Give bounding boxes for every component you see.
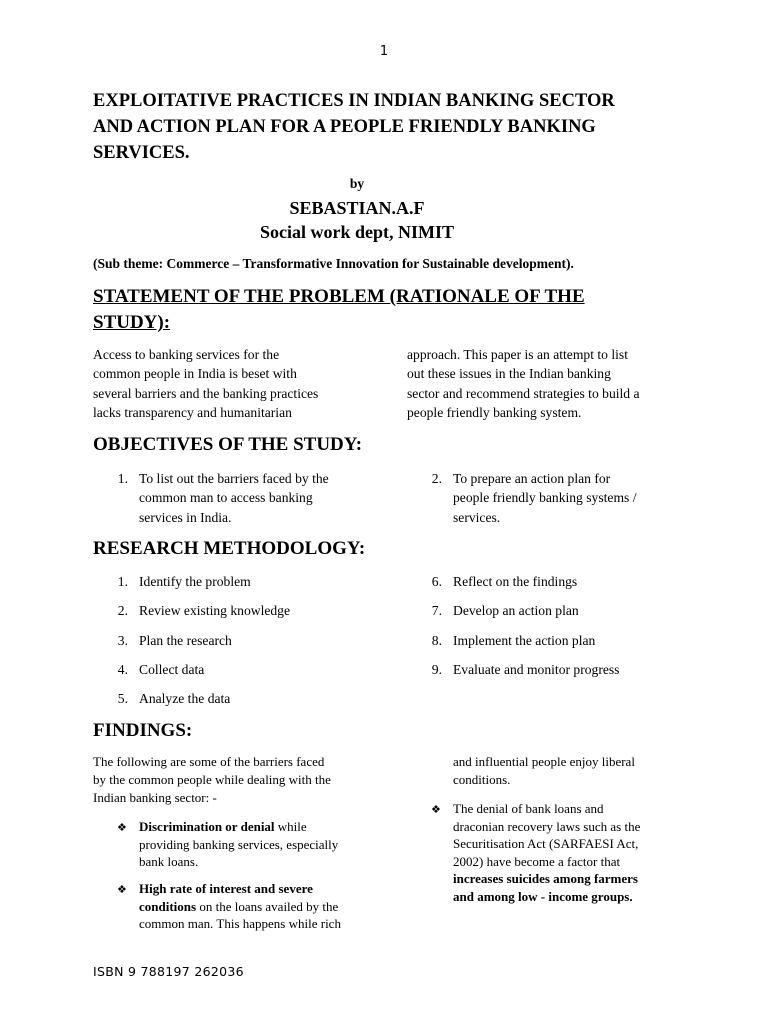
author-affiliation: Social work dept, NIMIT [259, 222, 454, 242]
text-line: several barriers and the banking practices [93, 385, 319, 401]
text-line: Indian banking sector: - [93, 790, 217, 805]
bold-phrase: High rate of interest and severe [139, 881, 313, 896]
text-line: people friendly banking systems / [453, 490, 637, 506]
finding-bullet [431, 800, 701, 910]
author-name: SEBASTIAN.A.F [289, 198, 425, 218]
text-line: To prepare an action plan for [453, 471, 611, 486]
text-fragment: while [274, 819, 307, 834]
step-text: Analyze the data [139, 691, 231, 706]
text-line: lacks transparency and humanitarian [93, 405, 292, 421]
text-line: and influential people enjoy liberal [453, 754, 635, 769]
title-line: AND ACTION PLAN FOR A PEOPLE FRIENDLY BANKING [93, 117, 596, 137]
text-line: providing banking services, especially [139, 836, 339, 852]
text-line: people friendly banking system. [407, 405, 582, 421]
step-text: Implement the action plan [453, 633, 596, 648]
item-text [139, 469, 389, 527]
step-number: 8. [431, 633, 442, 648]
title-line: SERVICES. [93, 143, 190, 163]
bullet-text [139, 880, 379, 933]
step-text: Identify the problem [139, 574, 251, 589]
step-text: Plan the research [139, 633, 232, 648]
text-line [139, 818, 379, 836]
text-line: services. [453, 509, 501, 525]
text-line: services in India. [139, 509, 232, 525]
by-label: by [349, 176, 365, 191]
diamond-bullet-icon: ❖ [117, 883, 127, 896]
step-number: 1. [117, 574, 128, 589]
methodology-heading: RESEARCH METHODOLOGY: [93, 538, 366, 559]
problem-text-left [93, 345, 383, 423]
text-line: Access to banking services for the [93, 347, 280, 362]
method-step [100, 689, 390, 709]
title-line: EXPLOITATIVE PRACTICES IN INDIAN BANKING SECTOR [93, 91, 615, 111]
page-number: 1 [379, 44, 389, 59]
item-number: 1. [117, 471, 128, 486]
text-line: The denial of bank loans and [453, 801, 604, 816]
heading-line: STUDY): [93, 312, 171, 333]
finding-bullet [117, 880, 377, 936]
item-text [453, 469, 703, 527]
text-line [139, 898, 379, 916]
step-number: 5. [117, 691, 128, 706]
method-step [414, 601, 704, 621]
finding-bullet [117, 818, 377, 874]
text-line: approach. This paper is an attempt to list [407, 347, 628, 362]
text-line: To list out the barriers faced by the [139, 471, 329, 486]
text-line: draconian recovery laws such as the [453, 818, 641, 834]
text-line: increases suicides among farmers [453, 871, 638, 886]
finding-continuation [453, 753, 713, 789]
bullet-text [453, 800, 701, 905]
paper-title [93, 88, 693, 166]
method-step [100, 601, 390, 621]
text-line: and among low - income groups. [453, 888, 633, 904]
method-step [100, 572, 390, 592]
diamond-bullet-icon: ❖ [117, 821, 127, 834]
heading-line: STATEMENT OF THE PROBLEM (RATIONALE OF THE [93, 286, 585, 307]
text-line: Securitisation Act (SARFAESI Act, [453, 836, 639, 851]
method-step [100, 631, 390, 651]
method-step [414, 660, 704, 680]
step-number: 6. [431, 574, 442, 589]
text-line: by the common people while dealing with the [93, 772, 331, 787]
step-text: Review existing knowledge [139, 603, 291, 618]
method-step [414, 631, 704, 651]
text-line: out these issues in the Indian banking [407, 366, 611, 382]
bold-phrase: Discrimination or denial [139, 819, 275, 834]
text-line: bank loans. [139, 854, 199, 869]
method-step [100, 660, 390, 680]
step-number: 7. [431, 603, 442, 618]
text-line: common people in India is beset with [93, 366, 297, 382]
diamond-bullet-icon: ❖ [431, 803, 441, 816]
sub-theme: (Sub theme: Commerce – Transformative Innovation for Sustainable development). [93, 256, 574, 271]
text-line: common man to access banking [139, 490, 313, 506]
findings-heading: FINDINGS: [93, 720, 193, 741]
step-text: Evaluate and monitor progress [453, 662, 620, 677]
author-block [0, 196, 714, 244]
text-line: sector and recommend strategies to build a [407, 385, 640, 401]
step-number: 2. [117, 603, 128, 618]
problem-heading [93, 284, 673, 336]
findings-intro [93, 753, 383, 807]
step-text: Develop an action plan [453, 603, 579, 618]
objectives-heading: OBJECTIVES OF THE STUDY: [93, 434, 363, 455]
method-step [414, 572, 704, 592]
step-number: 3. [117, 633, 128, 648]
isbn-footer: ISBN 9 788197 262036 [93, 964, 244, 979]
text-fragment: on the loans availed by the [196, 898, 339, 914]
problem-text-right [407, 345, 697, 423]
text-line [139, 880, 379, 898]
text-line: 2002) have become a factor that [453, 853, 621, 869]
objective-item [414, 469, 704, 529]
objective-item [100, 469, 390, 529]
text-line: conditions. [453, 772, 511, 787]
step-text: Collect data [139, 662, 205, 677]
text-line: The following are some of the barriers faced [93, 754, 325, 769]
step-number: 9. [431, 662, 442, 677]
bold-phrase: conditions [139, 898, 197, 914]
item-number: 2. [431, 471, 442, 486]
step-text: Reflect on the findings [453, 574, 578, 589]
step-number: 4. [117, 662, 128, 677]
bullet-text [139, 818, 379, 871]
text-line: common man. This happens while rich [139, 916, 341, 931]
